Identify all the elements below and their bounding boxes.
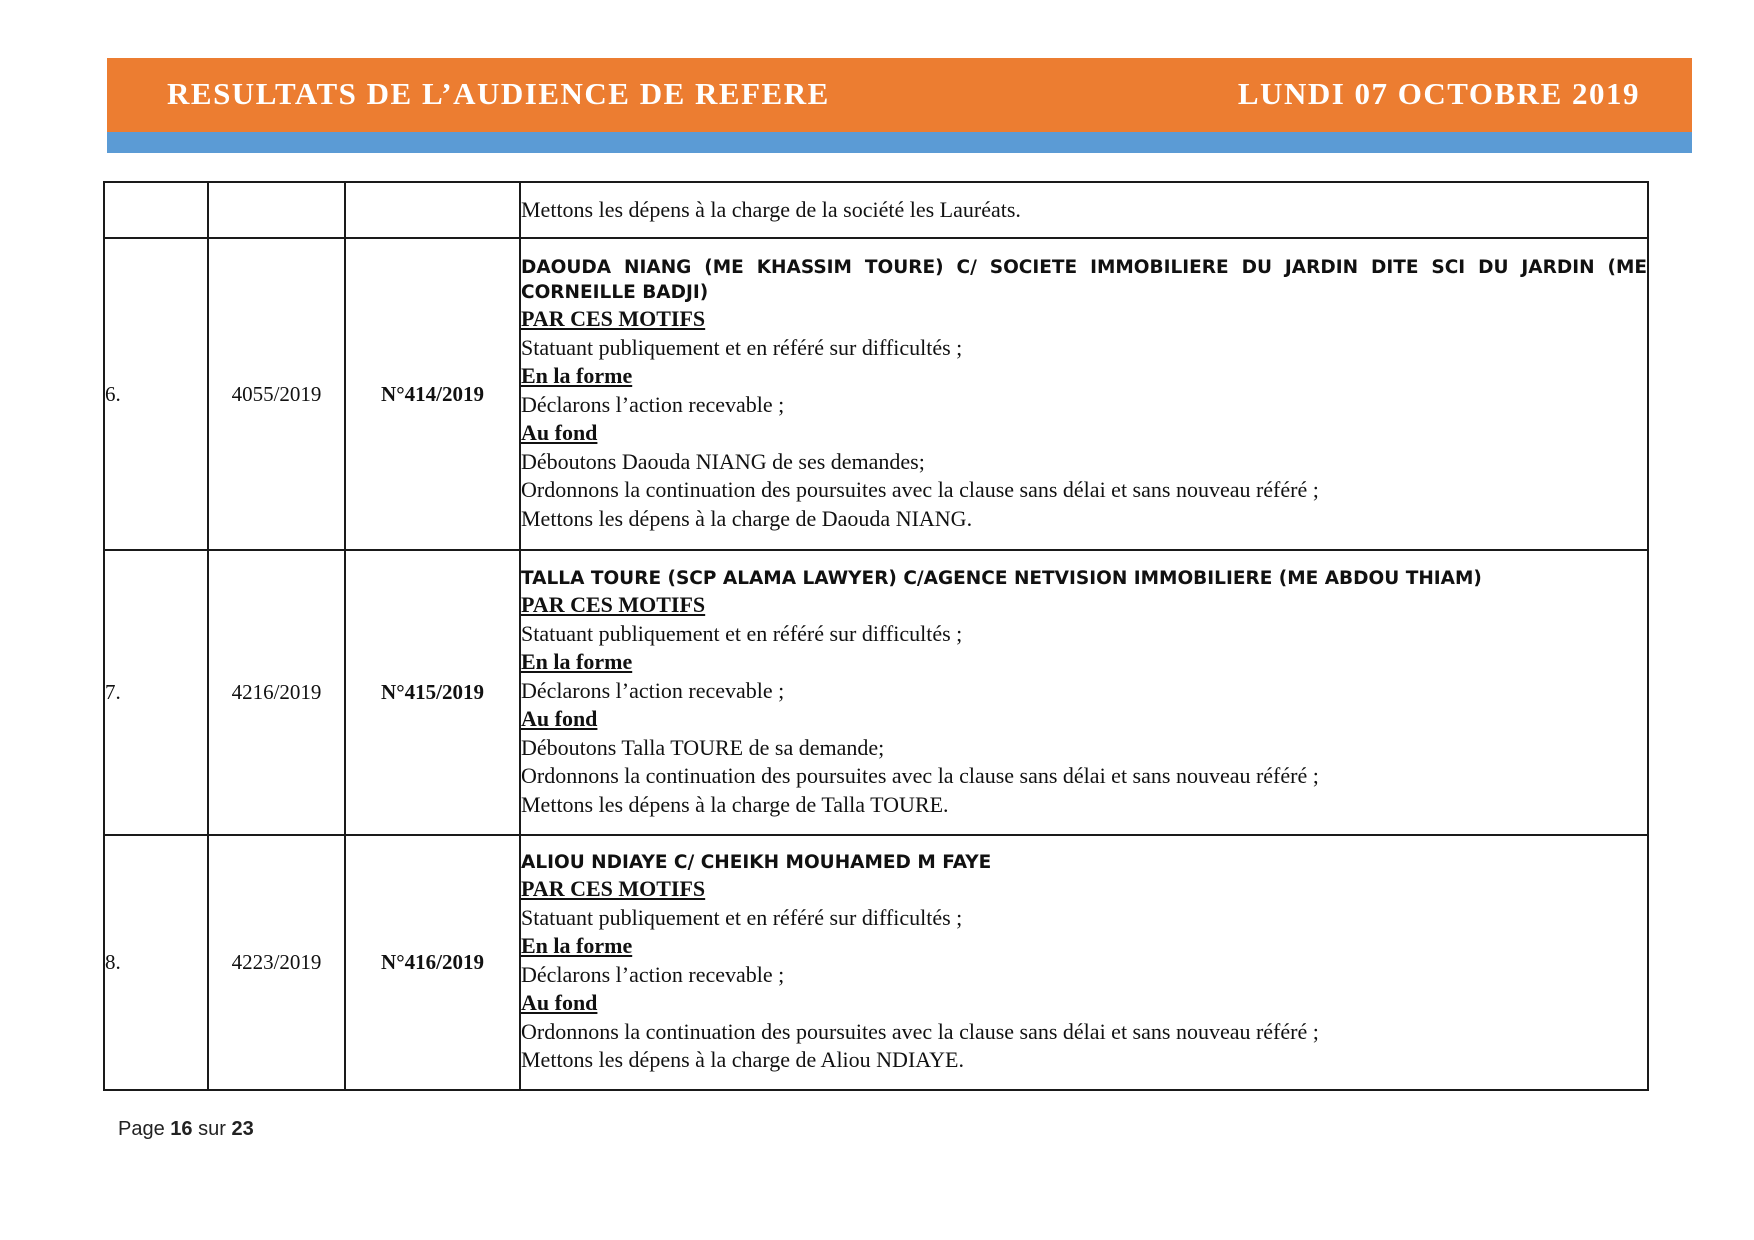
decision-cell <box>520 238 1648 550</box>
table-row <box>104 182 1648 238</box>
header-banner <box>107 58 1692 153</box>
decision-line: Statuant publiquement et en référé sur difficultés ; <box>521 904 963 930</box>
header-orange-bar <box>107 58 1692 132</box>
decision-line: Déclarons l’action recevable ; <box>521 677 785 703</box>
number-cell: 7. <box>104 550 208 835</box>
page-current: 16 <box>170 1118 193 1140</box>
fond-heading: Au fond <box>521 990 598 1016</box>
decision-line: Ordonnons la continuation des poursuites avec la clause sans délai et sans nouveau référé ; <box>521 763 1319 788</box>
decision-line: Mettons les dépens à la charge de Daouda NIANG. <box>521 505 973 531</box>
decision-cell <box>520 550 1648 835</box>
forme-heading: En la forme <box>521 363 633 388</box>
decision-cell <box>520 835 1648 1090</box>
number-cell: 6. <box>104 238 208 550</box>
forme-heading: En la forme <box>521 933 633 959</box>
role-cell: 4216/2019 <box>208 550 345 835</box>
parties-heading: DAOUDA NIANG (ME KHASSIM TOURE) C/ SOCIETE IMMOBILIERE DU JARDIN DITE SCI DU JARDIN (ME CORNEILLE BADJI) <box>521 257 1647 303</box>
number-cell: 8. <box>104 835 208 1090</box>
fond-heading: Au fond <box>521 420 598 445</box>
parties-heading: TALLA TOURE (SCP ALAMA LAWYER) C/AGENCE NETVISION IMMOBILIERE (ME ABDOU THIAM) <box>521 568 1482 589</box>
results-table <box>103 181 1649 1091</box>
header-blue-stripe <box>107 132 1692 153</box>
sur-label: sur <box>198 1118 226 1140</box>
role-cell: 4055/2019 <box>208 238 345 550</box>
decision-line: Mettons les dépens à la charge de Talla TOURE. <box>521 791 949 817</box>
decision-line: Déclarons l’action recevable ; <box>521 961 785 987</box>
role-cell <box>208 182 345 238</box>
forme-heading: En la forme <box>521 649 633 674</box>
ordonnance-cell: N°414/2019 <box>345 238 520 550</box>
motifs-heading: PAR CES MOTIFS <box>521 876 706 902</box>
table-row <box>104 835 1648 1090</box>
fond-heading: Au fond <box>521 706 598 731</box>
decision-line: Ordonnons la continuation des poursuites avec la clause sans délai et sans nouveau référé ; <box>521 477 1319 502</box>
ordonnance-cell: N°416/2019 <box>345 835 520 1090</box>
table-row <box>104 238 1648 550</box>
motifs-heading: PAR CES MOTIFS <box>521 306 706 331</box>
page-footer <box>118 1118 254 1141</box>
decision-line: Déclarons l’action recevable ; <box>521 391 785 417</box>
decision-line: Déboutons Daouda NIANG de ses demandes; <box>521 448 925 474</box>
decision-line: Mettons les dépens à la charge de la société les Lauréats. <box>521 196 1021 222</box>
decision-line: Déboutons Talla TOURE de sa demande; <box>521 734 885 760</box>
page-title: RESULTATS DE L’AUDIENCE DE REFERE <box>167 76 830 111</box>
decision-cell <box>520 182 1648 238</box>
decision-line: Statuant publiquement et en référé sur difficultés ; <box>521 334 963 360</box>
role-cell: 4223/2019 <box>208 835 345 1090</box>
ordonnance-cell: N°415/2019 <box>345 550 520 835</box>
decision-line: Ordonnons la continuation des poursuites avec la clause sans délai et sans nouveau référé ; <box>521 1018 1319 1044</box>
page-label: Page <box>118 1118 165 1140</box>
decision-line: Mettons les dépens à la charge de Aliou NDIAYE. <box>521 1047 964 1073</box>
parties-heading: ALIOU NDIAYE C/ CHEIKH MOUHAMED M FAYE <box>521 852 992 874</box>
motifs-heading: PAR CES MOTIFS <box>521 592 706 617</box>
hearing-date: LUNDI 07 OCTOBRE 2019 <box>1237 76 1640 111</box>
decision-line: Statuant publiquement et en référé sur difficultés ; <box>521 620 963 646</box>
page-total: 23 <box>231 1118 254 1140</box>
table-row <box>104 550 1648 835</box>
number-cell <box>104 182 208 238</box>
ordonnance-cell <box>345 182 520 238</box>
